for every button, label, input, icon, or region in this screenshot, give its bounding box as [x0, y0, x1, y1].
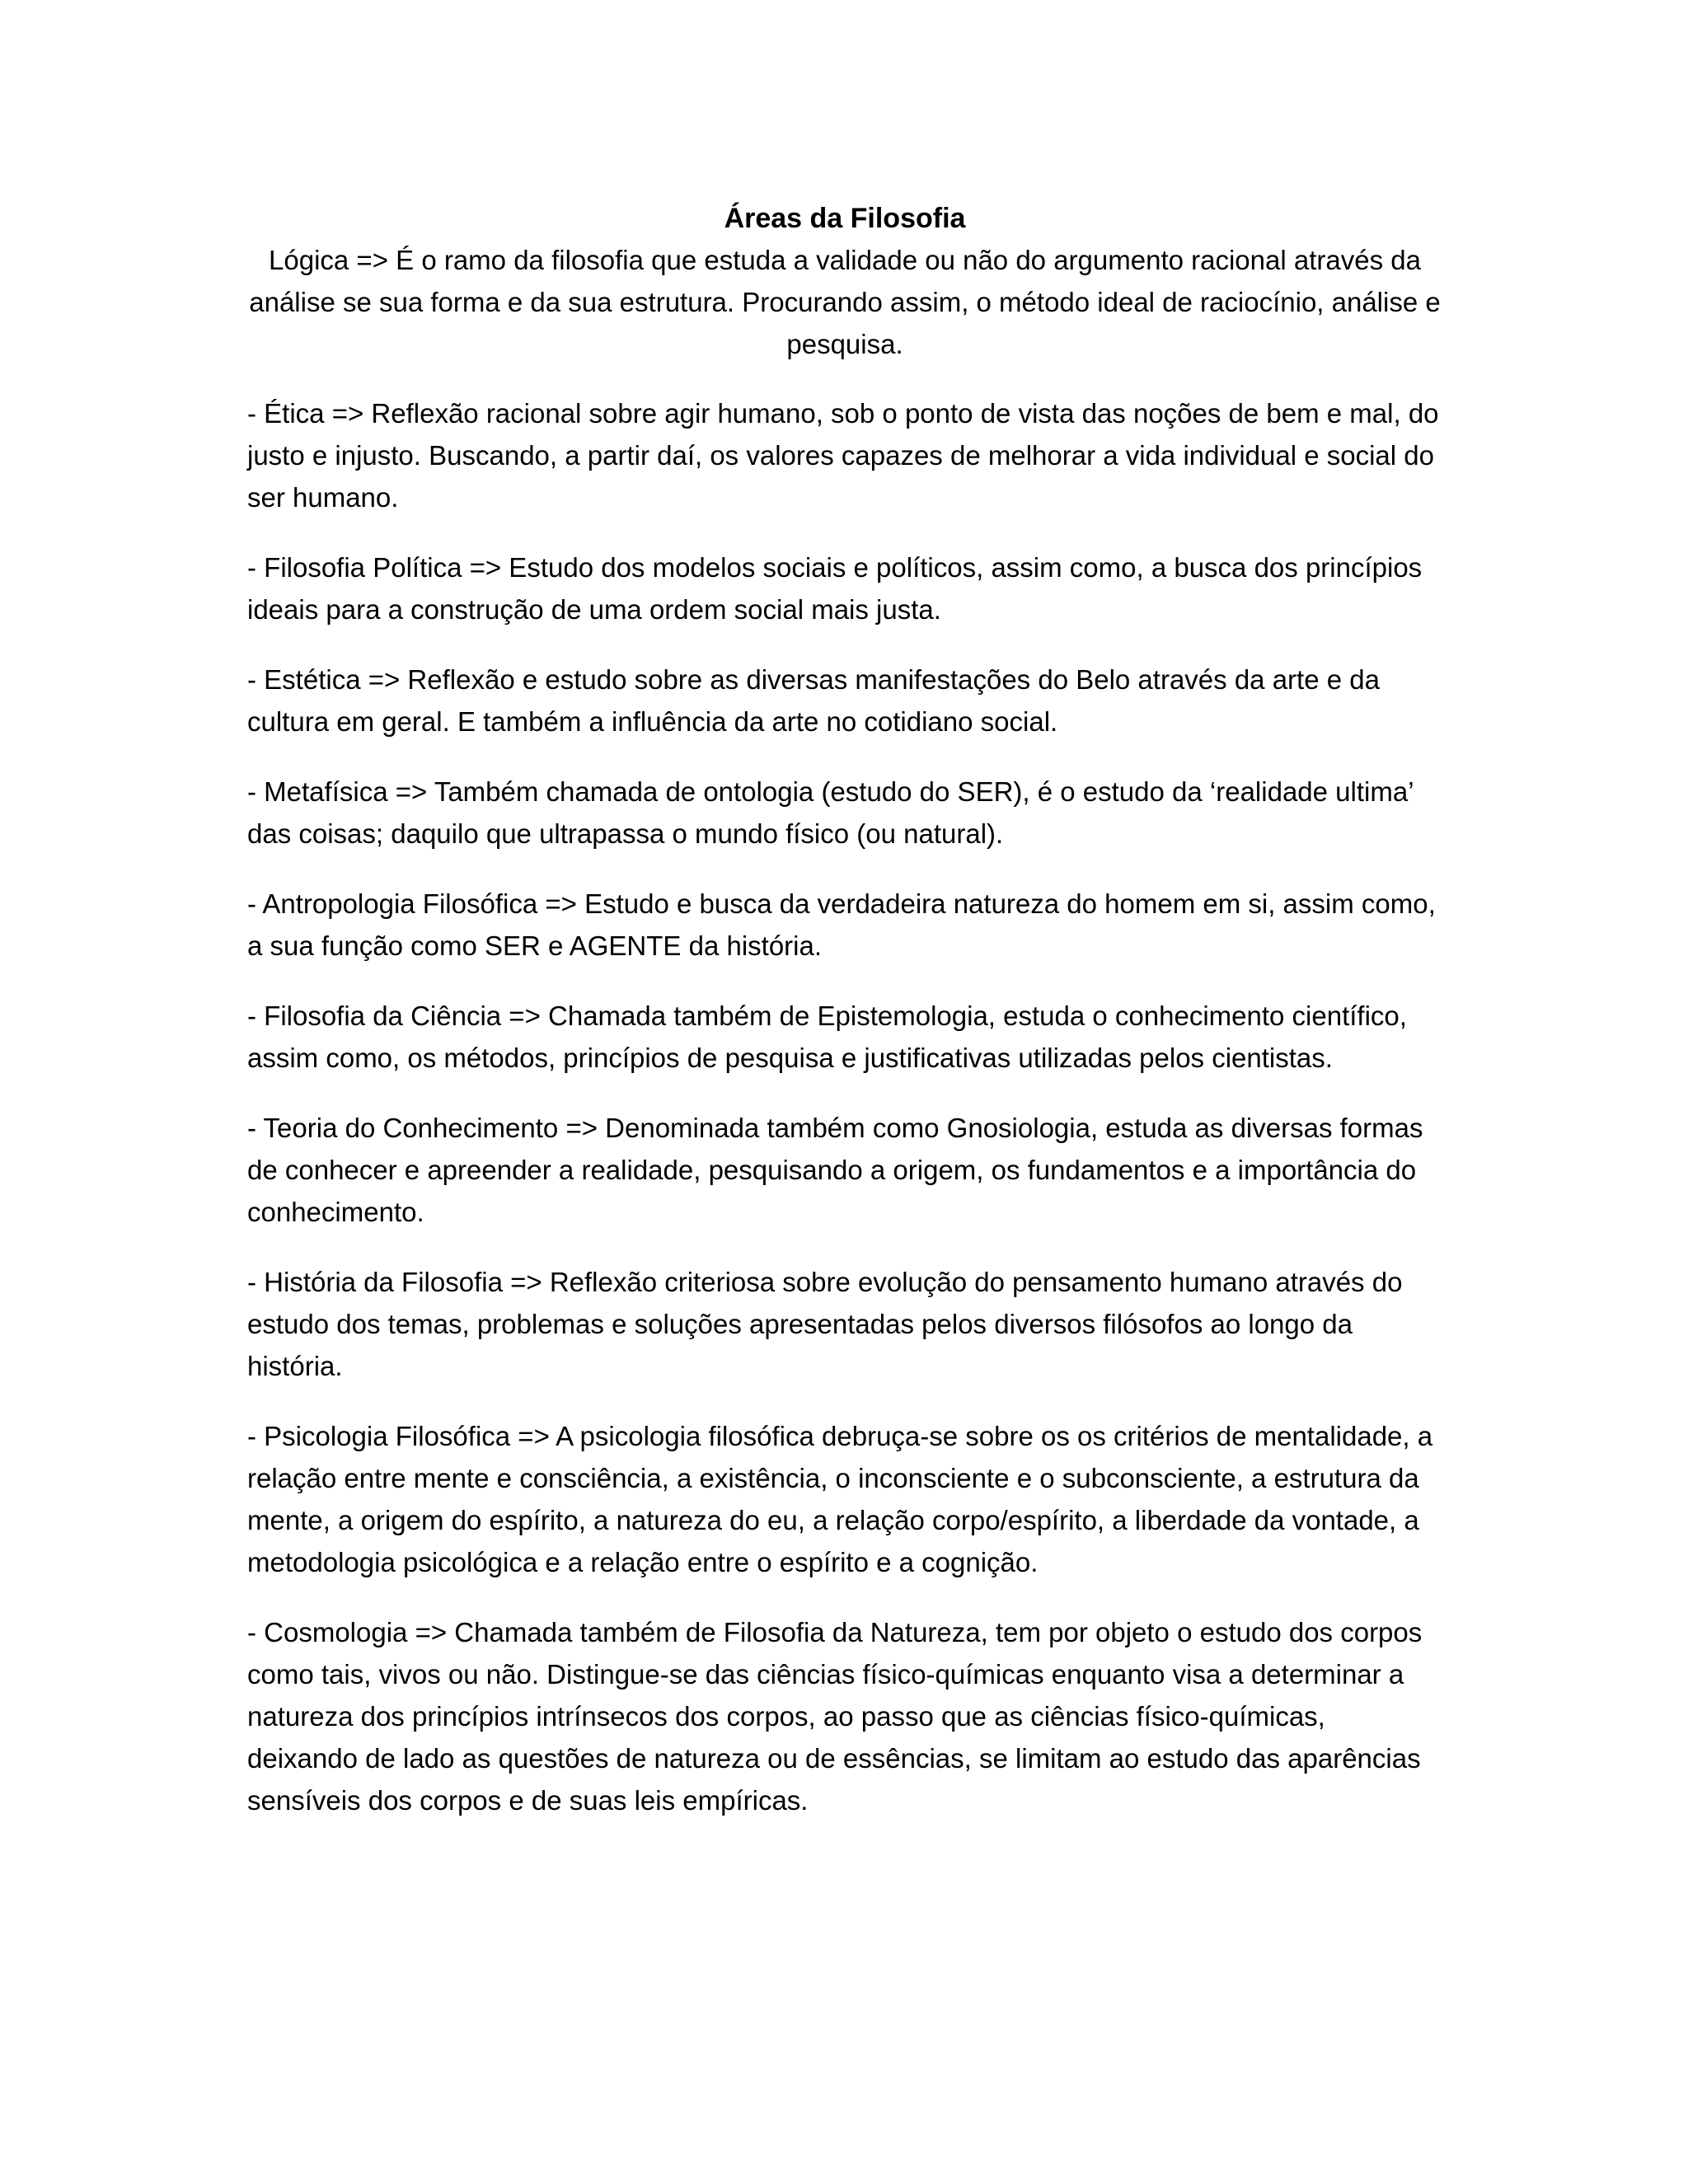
paragraph-historia-da-filosofia: - História da Filosofia => Reflexão criteriosa sobre evolução do pensamento humano através do estudo dos temas, problemas e soluções apresentadas pelos diversos filósofos ao longo da história.: [247, 1267, 1403, 1381]
paragraph-metafisica: - Metafísica => Também chamada de ontologia (estudo do SER), é o estudo da ‘realidade ultima’ das coisas; daquilo que ultrapassa o mundo físico (ou natural).: [247, 776, 1414, 849]
document-title: Áreas da Filosofia: [724, 203, 966, 234]
paragraph-teoria-do-conhecimento: - Teoria do Conhecimento => Denominada também como Gnosiologia, estuda as diversas formas de conhecer e apreender a realidade, pesquisando a origem, os fundamentos e a importância do conhecimento.: [247, 1113, 1423, 1227]
paragraph-estetica: - Estética => Reflexão e estudo sobre as diversas manifestações do Belo através da arte e da cultura em geral. E também a influência da arte no cotidiano social.: [247, 664, 1380, 737]
paragraph-filosofia-da-ciencia: - Filosofia da Ciência => Chamada também de Epistemologia, estuda o conhecimento científico, assim como, os métodos, princípios de pesquisa e justificativas utilizadas pelos cientistas.: [247, 1001, 1407, 1073]
paragraph-filosofia-politica: - Filosofia Política => Estudo dos modelos sociais e políticos, assim como, a busca dos princípios ideais para a construção de uma ordem social mais justa.: [247, 552, 1423, 625]
paragraph-antropologia-filosofica: - Antropologia Filosófica => Estudo e busca da verdadeira natureza do homem em si, assim como, a sua função como SER e AGENTE da história.: [247, 888, 1436, 961]
intro-paragraph: Lógica => É o ramo da filosofia que estuda a validade ou não do argumento racional através da análise se sua forma e da sua estrutura. Procurando assim, o método ideal de raciocínio, análise e pesquisa.: [249, 245, 1441, 359]
paragraph-etica: - Ética => Reflexão racional sobre agir humano, sob o ponto de vista das noções de bem e mal, do justo e injusto. Buscando, a partir daí, os valores capazes de melhorar a vida individual e social do ser humano.: [247, 398, 1439, 513]
paragraph-cosmologia: - Cosmologia => Chamada também de Filosofia da Natureza, tem por objeto o estudo dos corpos como tais, vivos ou não. Distingue-se das ciências físico-químicas enquanto visa a determinar a natureza dos princípios intrínsecos dos corpos, ao passo que as ciências físico-químicas, deixando de lado as questões de natureza ou de essências, se limitam ao estudo das aparências sensíveis dos corpos e de suas leis empíricas.: [247, 1617, 1423, 1816]
document-page: [247, 198, 1442, 1849]
paragraph-psicologia-filosofica: - Psicologia Filosófica => A psicologia filosófica debruça-se sobre os os critérios de mentalidade, a relação entre mente e consciência, a existência, o inconsciente e o subconsciente, a estrutura da mente, a origem do espírito, a natureza do eu, a relação corpo/espírito, a liberdade da vontade, a metodologia psicológica e a relação entre o espírito e a cognição.: [247, 1421, 1433, 1577]
